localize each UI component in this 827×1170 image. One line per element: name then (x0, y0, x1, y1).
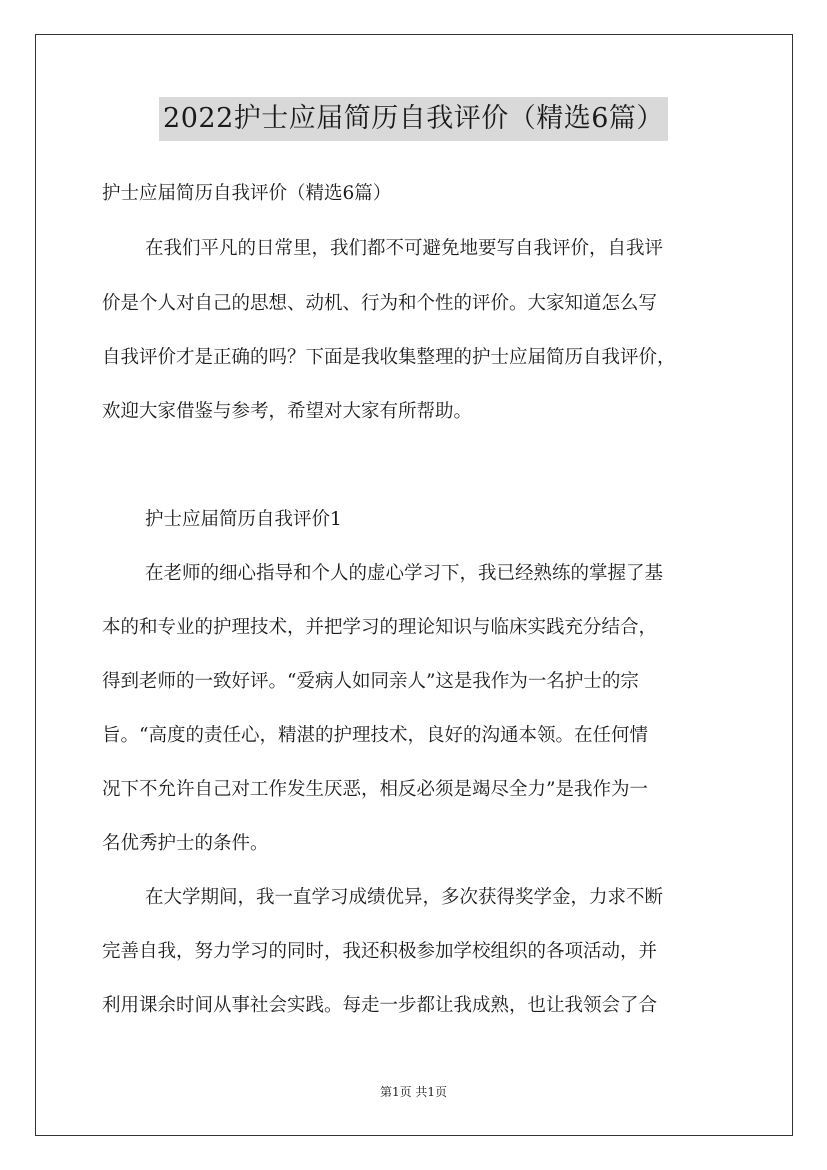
document-title: 2022护士应届简历自我评价（精选6篇） (159, 97, 668, 141)
paragraph-line: 况下不允许自己对工作发生厌恶，相反必须是竭尽全力”是我作为一 (102, 779, 648, 800)
paragraph-line: 旨。“高度的责任心，精湛的护理技术，良好的沟通本领。在任何情 (102, 725, 648, 746)
intro-line: 自我评价才是正确的吗？下面是我收集整理的护士应届简历自我评价， (102, 347, 676, 368)
paragraph-line: 名优秀护士的条件。 (102, 833, 269, 854)
paragraph-line: 在老师的细心指导和个人的虚心学习下，我已经熟练的掌握了基 (145, 563, 664, 584)
document-subtitle: 护士应届简历自我评价（精选6篇） (102, 183, 392, 204)
paragraph-line: 得到老师的一致好评。“爱病人如同亲人”这是我作为一名护士的宗 (102, 671, 639, 692)
intro-line: 欢迎大家借鉴与参考，希望对大家有所帮助。 (102, 401, 473, 422)
intro-line: 在我们平凡的日常里，我们都不可避免地要写自我评价，自我评 (145, 238, 664, 259)
page-number-footer: 第1页 共1页 (379, 1085, 448, 1099)
paragraph-line: 在大学期间，我一直学习成绩优异，多次获得奖学金，力求不断 (145, 887, 664, 908)
paragraph-line: 本的和专业的护理技术，并把学习的理论知识与临床实践充分结合， (102, 617, 658, 638)
paragraph-line: 利用课余时间从事社会实践。每走一步都让我成熟，也让我领会了合 (102, 995, 658, 1016)
paragraph-line: 完善自我，努力学习的同时，我还积极参加学校组织的各项活动，并 (102, 941, 658, 962)
intro-line: 价是个人对自己的思想、动机、行为和个性的评价。大家知道怎么写 (102, 293, 658, 314)
section-heading: 护士应届简历自我评价1 (145, 509, 342, 530)
title-container (0, 97, 827, 141)
